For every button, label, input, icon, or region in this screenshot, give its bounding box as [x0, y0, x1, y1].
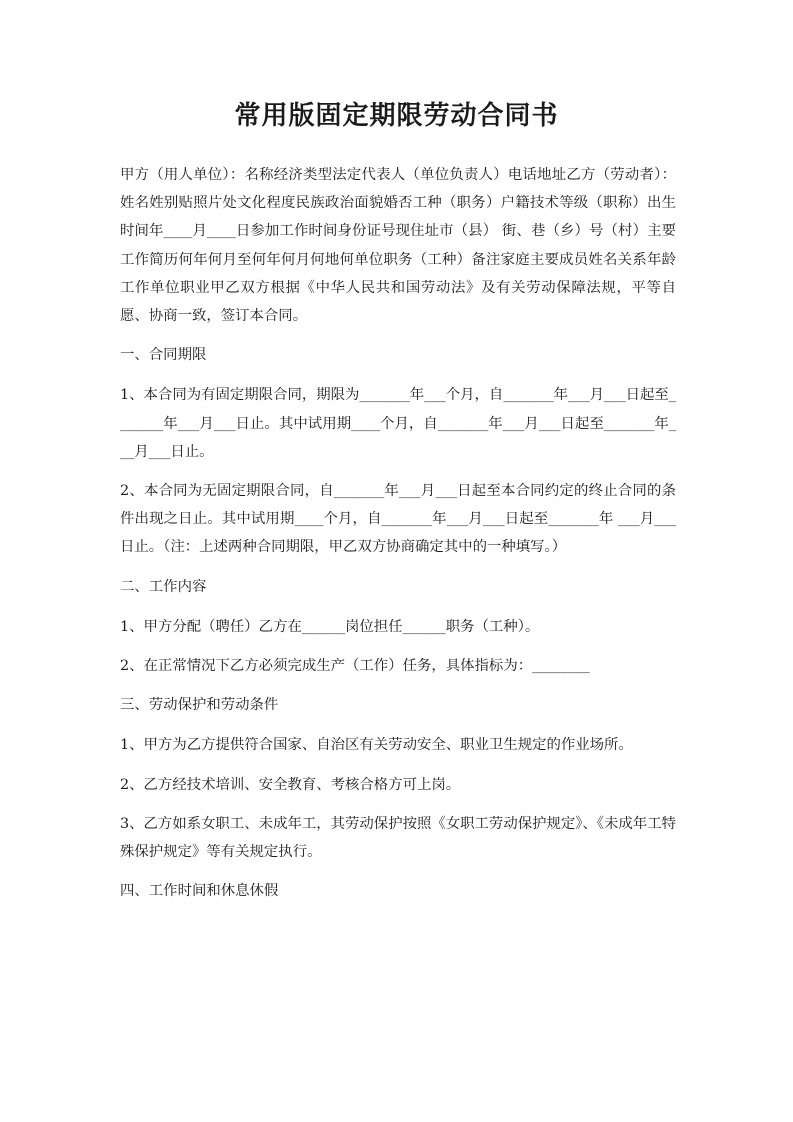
- clause-fixed-term: 1、本合同为有固定期限合同，期限为_______年___个月，自_______年___月___日起至_______年___月___日止。其中试用期____个月，自_______年___月___日起至_______年___月___日止。: [120, 387, 677, 460]
- clause-job-assignment: 1、甲方分配（聘任）乙方在______岗位担任______职务（工种）。: [120, 618, 540, 635]
- section-heading-work-content: 二、工作内容: [120, 578, 207, 595]
- clause-workplace-safety: 1、甲方为乙方提供符合国家、自治区有关劳动安全、职业卫生规定的作业场所。: [120, 737, 633, 754]
- intro-paragraph: 甲方（用人单位）：名称经济类型法定代表人（单位负责人）电话地址乙方（劳动者）：姓名姓别贴照片处文化程度民族政治面貌婚否工种（职务）户籍技术等级（职称）出生时间年____月____日参加工作时间身份证号现住址市（县） 街、巷（乡）号（村）主要工作简历何年何月至何年何月何地何单位职务（工种）备注家庭主要成员姓名关系年龄工作单位职业甲乙双方根据《中华人民共和国劳动法》及有关劳动保障法规，平等自愿、协商一致，签订本合同。: [120, 167, 676, 325]
- section-heading-working-hours: 四、工作时间和休息休假: [120, 883, 279, 900]
- document-body: [120, 161, 676, 917]
- clause-work-targets: 2、在正常情况下乙方必须完成生产（工作）任务，具体指标为：________: [120, 658, 590, 675]
- section-heading-contract-term: 一、合同期限: [120, 347, 207, 364]
- clause-special-protection: 3、乙方如系女职工、未成年工，其劳动保护按照《女职工劳动保护规定》、《未成年工特殊保护规定》等有关规定执行。: [120, 815, 676, 861]
- document-title: 常用版固定期限劳动合同书: [234, 101, 559, 131]
- clause-training: 2、乙方经技术培训、安全教育、考核合格方可上岗。: [120, 776, 461, 793]
- clause-open-term: 2、本合同为无固定期限合同，自_______年___月___日起至本合同约定的终止合同的条件出现之日止。其中试用期____个月，自_______年___月___日起至_______年 ___月___日止。（注：上述两种合同期限，甲乙双方协商确定其中的一种填写。）: [120, 483, 676, 556]
- section-heading-labor-protection: 三、劳动保护和劳动条件: [120, 697, 279, 714]
